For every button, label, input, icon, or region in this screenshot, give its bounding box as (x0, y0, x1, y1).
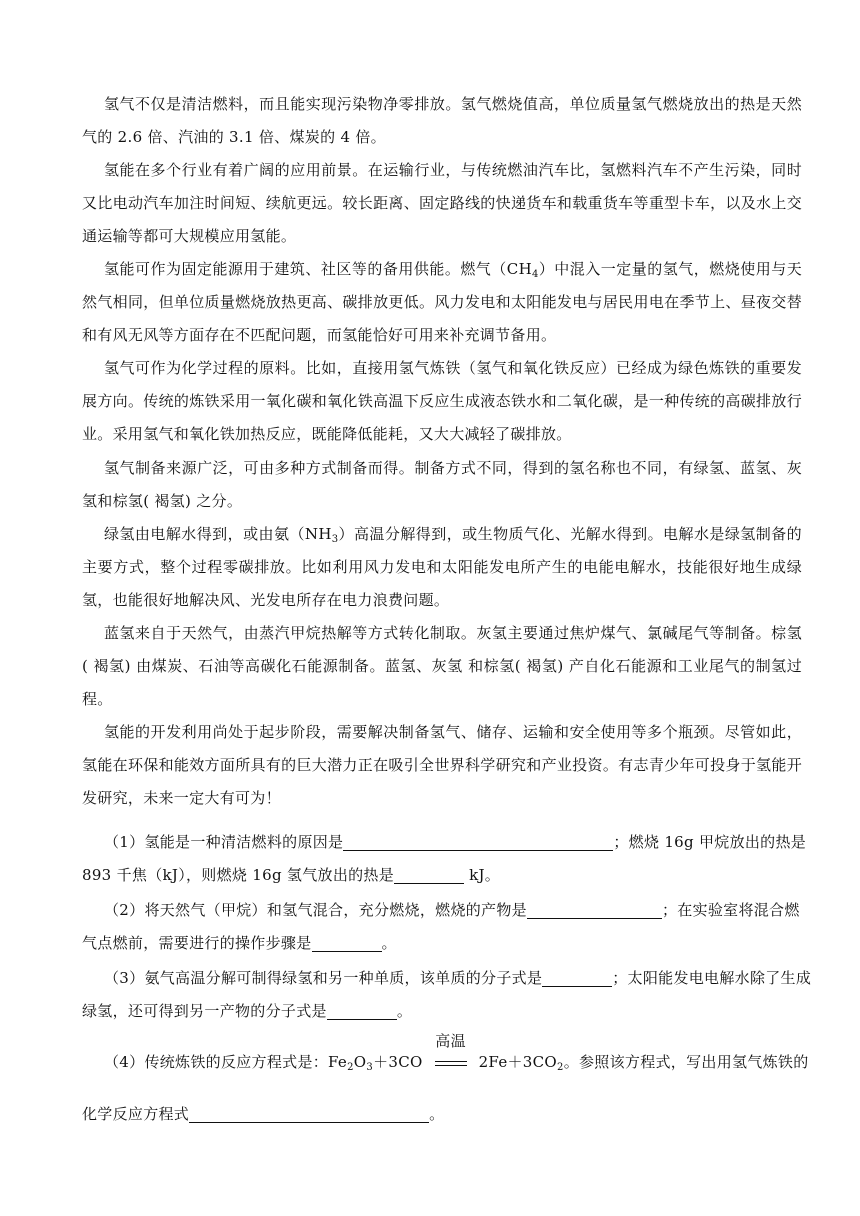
paragraph-1: 氢气不仅是清洁燃料，而且能实现污染物净零排放。氢气燃烧值高，单位质量氢气燃烧放出的热是天然气的 2.6 倍、汽油的 3.1 倍、煤炭的 4 倍。 (82, 95, 802, 146)
reaction-condition (423, 1032, 479, 1073)
paragraph-8: 氢能的开发利用尚处于起步阶段，需要解决制备氢气、储存、运输和安全使用等多个瓶颈。尽管如此，氢能在环保和能效方面所具有的巨大潜力正在吸引全世界科学研究和产业投资。有志青少年可投身于氢能开发研究，未来一定大有可为！ (82, 723, 802, 807)
answer-blank-3b[interactable] (327, 1001, 397, 1020)
question-4: （4）传统炼铁的反应方程式是：$Fe_2O_3+3CO$ 高温 $2Fe+3CO_2$。参照该方程式，写出用氢气炼铁的 (104, 1032, 809, 1073)
paragraph-4: 氢气可作为化学过程的原料。比如，直接用氢气炼铁（氢气和氧化铁反应）已经成为绿色炼铁的重要发展方向。传统的炼铁采用一氧化碳和氧化铁高温下反应生成液态铁水和二氧化碳，是一种传统的高碳排放行业。采用氢气和氧化铁加热反应，既能降低能耗，又大大减轻了碳排放。 (82, 359, 802, 443)
answer-blank-1a[interactable] (343, 832, 613, 851)
equals-sign-icon (435, 1061, 467, 1066)
answer-blank-2a[interactable] (527, 900, 662, 919)
question-4-continued: 化学反应方程式 。 (82, 1105, 445, 1123)
paragraph-2: 氢能在多个行业有着广阔的应用前景。在运输行业，与传统燃油汽车比，氢燃料汽车不产生污染，同时又比电动汽车加注时间短、续航更远。较长距离、固定路线的快递货车和载重货车等重型卡车，以及水上交通运输等都可大规模应用氢能。 (82, 161, 802, 245)
paragraph-5: 氢气制备来源广泛，可由多种方式制备而得。制备方式不同，得到的氢名称也不同，有绿氢、蓝氢、灰氢和棕氢( 褐氢) 之分。 (82, 459, 802, 510)
question-2: （2）将天然气（甲烷）和氢气混合，充分燃烧，燃烧的产物是 ；在实验室将混合燃气点燃前，需要进行的操作步骤是 。 (82, 901, 800, 952)
paragraph-3: 氢能可作为固定能源用于建筑、社区等的备用供能。燃气$(CH_4)$中混入一定量的氢气，燃烧使用与天然气相同，但单位质量燃烧放热更高、碳排放更低。风力发电和太阳能发电与居民用电在季节上、昼夜交替和有风无风等方面存在不匹配问题，而氢能恰好可用来补充调节备用。 (82, 260, 802, 344)
paragraph-7: 蓝氢来自于天然气，由蒸汽甲烷热解等方式转化制取。灰氢主要通过焦炉煤气、氯碱尾气等制备。棕氢 ( 褐氢) 由煤炭、石油等高碳化石能源制备。蓝氢、灰氢 和棕氢( 褐氢) 产自化石能源和工业尾气的制氢过程。 (82, 624, 802, 708)
answer-blank-4[interactable] (189, 1104, 429, 1123)
question-1: （1）氢能是一种清洁燃料的原因是 ；燃烧 16g 甲烷放出的热是 893 千焦（kJ），则燃烧 16g 氢气放出的热是 kJ。 (82, 833, 807, 884)
answer-blank-3a[interactable] (542, 968, 612, 987)
reaction-condition-label: 高温 (435, 1032, 466, 1050)
paragraph-6: 绿氢由电解水得到，或由氨$(NH_3)$高温分解得到，或生物质气化、光解水得到。电解水是绿氢制备的主要方式，整个过程零碳排放。比如利用风力发电和太阳能发电所产生的电能电解水，技能很好地生成绿氢，也能很好地解决风、光发电所存在电力浪费问题。 (82, 525, 802, 609)
answer-blank-1b[interactable] (394, 865, 464, 884)
question-3: （3）氨气高温分解可制得绿氢和另一种单质，该单质的分子式是 ；太阳能发电电解水除了生成绿氢，还可得到另一产物的分子式是 。 (82, 969, 812, 1020)
answer-blank-2b[interactable] (312, 933, 382, 952)
